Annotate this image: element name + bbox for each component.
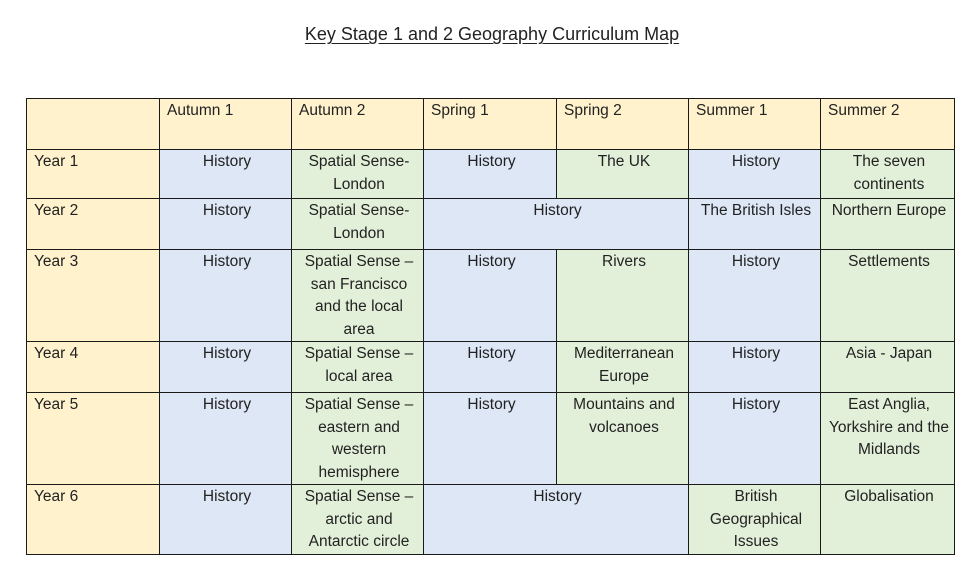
table-cell: History xyxy=(160,199,292,250)
table-cell: Globalisation xyxy=(821,485,955,555)
table-cell: History xyxy=(160,250,292,342)
table-cell: History xyxy=(160,485,292,555)
table-cell: History xyxy=(424,199,689,250)
year-label: Year 1 xyxy=(27,150,160,199)
table-cell: History xyxy=(424,485,689,555)
table-cell: Spatial Sense – local area xyxy=(292,342,424,393)
table-cell: Mountains and volcanoes xyxy=(557,393,689,485)
table-cell: History xyxy=(689,150,821,199)
table-cell: Spatial Sense – san Francisco and the local area xyxy=(292,250,424,342)
term-header-autumn-1: Autumn 1 xyxy=(160,99,292,150)
table-cell: History xyxy=(424,393,557,485)
term-header-autumn-2: Autumn 2 xyxy=(292,99,424,150)
table-cell: East Anglia, Yorkshire and the Midlands xyxy=(821,393,955,485)
table-row xyxy=(27,393,955,485)
curriculum-body xyxy=(27,150,955,555)
table-cell: History xyxy=(160,342,292,393)
table-cell: Northern Europe xyxy=(821,199,955,250)
table-row xyxy=(27,150,955,199)
table-cell: History xyxy=(424,150,557,199)
year-label: Year 2 xyxy=(27,199,160,250)
term-header-spring-2: Spring 2 xyxy=(557,99,689,150)
term-header-summer-1: Summer 1 xyxy=(689,99,821,150)
term-header-spring-1: Spring 1 xyxy=(424,99,557,150)
table-cell: Spatial Sense – eastern and western hemisphere xyxy=(292,393,424,485)
table-row xyxy=(27,485,955,555)
table-cell: Spatial Sense – arctic and Antarctic circle xyxy=(292,485,424,555)
table-cell: Settlements xyxy=(821,250,955,342)
year-label: Year 4 xyxy=(27,342,160,393)
table-row xyxy=(27,250,955,342)
table-cell: History xyxy=(160,393,292,485)
table-cell: The British Isles xyxy=(689,199,821,250)
table-cell: History xyxy=(424,250,557,342)
table-row xyxy=(27,199,955,250)
table-cell: History xyxy=(424,342,557,393)
table-cell: History xyxy=(689,342,821,393)
table-cell: Spatial Sense- London xyxy=(292,199,424,250)
year-label: Year 3 xyxy=(27,250,160,342)
table-cell: Mediterranean Europe xyxy=(557,342,689,393)
corner-cell xyxy=(27,99,160,150)
term-header-row xyxy=(27,99,955,150)
curriculum-table xyxy=(26,98,955,555)
table-cell: History xyxy=(689,250,821,342)
table-cell: Spatial Sense- London xyxy=(292,150,424,199)
term-header-summer-2: Summer 2 xyxy=(821,99,955,150)
table-cell: History xyxy=(689,393,821,485)
year-label: Year 6 xyxy=(27,485,160,555)
table-cell: Rivers xyxy=(557,250,689,342)
table-cell: The UK xyxy=(557,150,689,199)
table-cell: The seven continents xyxy=(821,150,955,199)
year-label: Year 5 xyxy=(27,393,160,485)
document-title: Key Stage 1 and 2 Geography Curriculum Map xyxy=(304,24,680,44)
table-cell: Asia - Japan xyxy=(821,342,955,393)
table-cell: History xyxy=(160,150,292,199)
table-cell: British Geographical Issues xyxy=(689,485,821,555)
table-row xyxy=(27,342,955,393)
